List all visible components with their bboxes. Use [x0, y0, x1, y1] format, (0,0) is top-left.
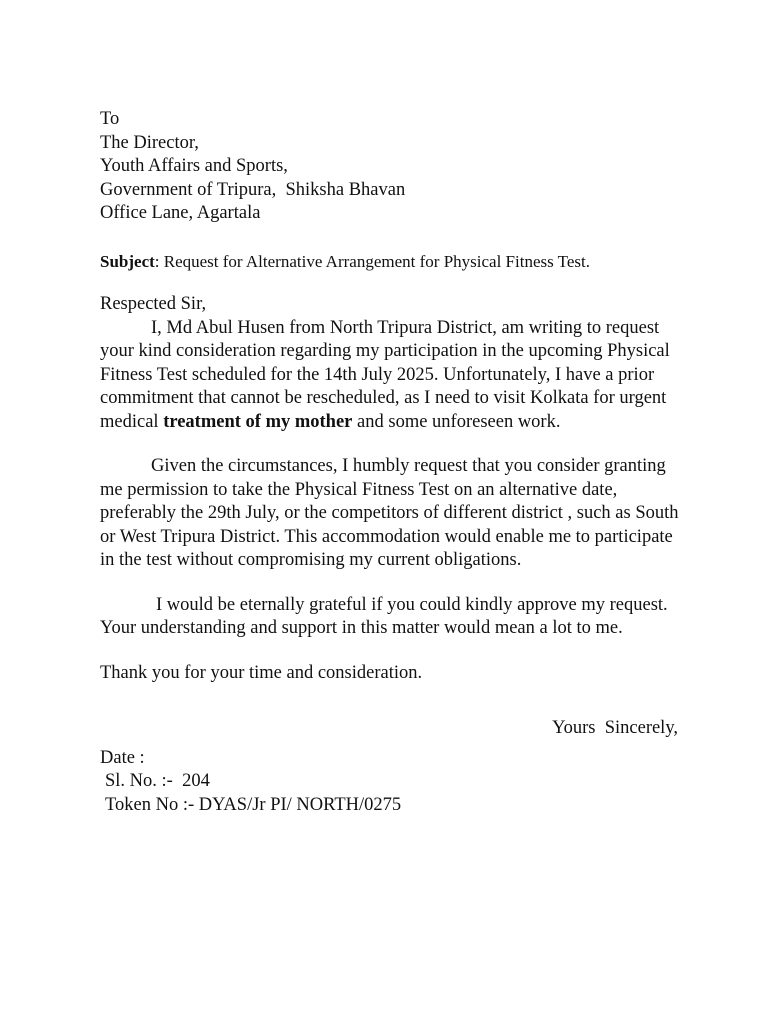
recipient-department: Youth Affairs and Sports,: [100, 156, 288, 176]
subject-label: Subject: [100, 251, 155, 271]
serial-value: 204: [182, 771, 210, 791]
serial-label: Sl. No. :-: [105, 771, 173, 791]
serial-number-line: [100, 770, 690, 794]
body-paragraph-2: Given the circumstances, I humbly request that you consider granting me permission to take the Physical Fitness Test on an alternative date, preferably the 29th July, or the competitors of different district , such as South or West Tripura District. This accommodation would enable me to participate in the test without compromising my current obligations.: [100, 456, 679, 570]
para1-end: and some unforeseen work.: [352, 411, 561, 432]
subject-line: [100, 250, 690, 274]
token-value: DYAS/Jr PI/ NORTH/0275: [198, 794, 402, 815]
date-label: Date :: [100, 747, 145, 768]
para1-start: I, Md Abul Husen from North Tripura District, am writing to request your kind consideration regarding my participation in the upcoming Physical Fitness Test scheduled for the 14th July 2025. Unfortunately, I have a prior commitment that cannot be rescheduled, as I need to visit Kolkata for urgent medical: [100, 317, 670, 432]
salutation: Respected Sir,: [100, 294, 207, 314]
footer-block: [100, 747, 690, 818]
to-line: To: [100, 109, 120, 129]
para1-bold: treatment of my mother: [163, 411, 353, 432]
recipient-block: [100, 108, 690, 226]
thanks-line: Thank you for your time and consideration.: [100, 662, 423, 683]
body-paragraph-3: I would be eternally grateful if you could kindly approve my request. Your understanding and support in this matter would mean a lot to me.: [100, 594, 668, 638]
token-number-line: [100, 794, 690, 818]
letter-body: [100, 108, 690, 817]
subject-text: : Request for Alternative Arrangement for Physical Fitness Test.: [154, 251, 590, 271]
recipient-address: Office Lane, Agartala: [100, 203, 261, 223]
body-paragraph-1: [100, 317, 690, 435]
recipient-title: The Director,: [100, 132, 199, 153]
closing-line: Yours Sincerely,: [552, 718, 678, 738]
date-line: [100, 747, 690, 771]
recipient-government: Government of Tripura, Shiksha Bhavan: [100, 179, 406, 200]
token-label: Token No :-: [105, 794, 195, 815]
